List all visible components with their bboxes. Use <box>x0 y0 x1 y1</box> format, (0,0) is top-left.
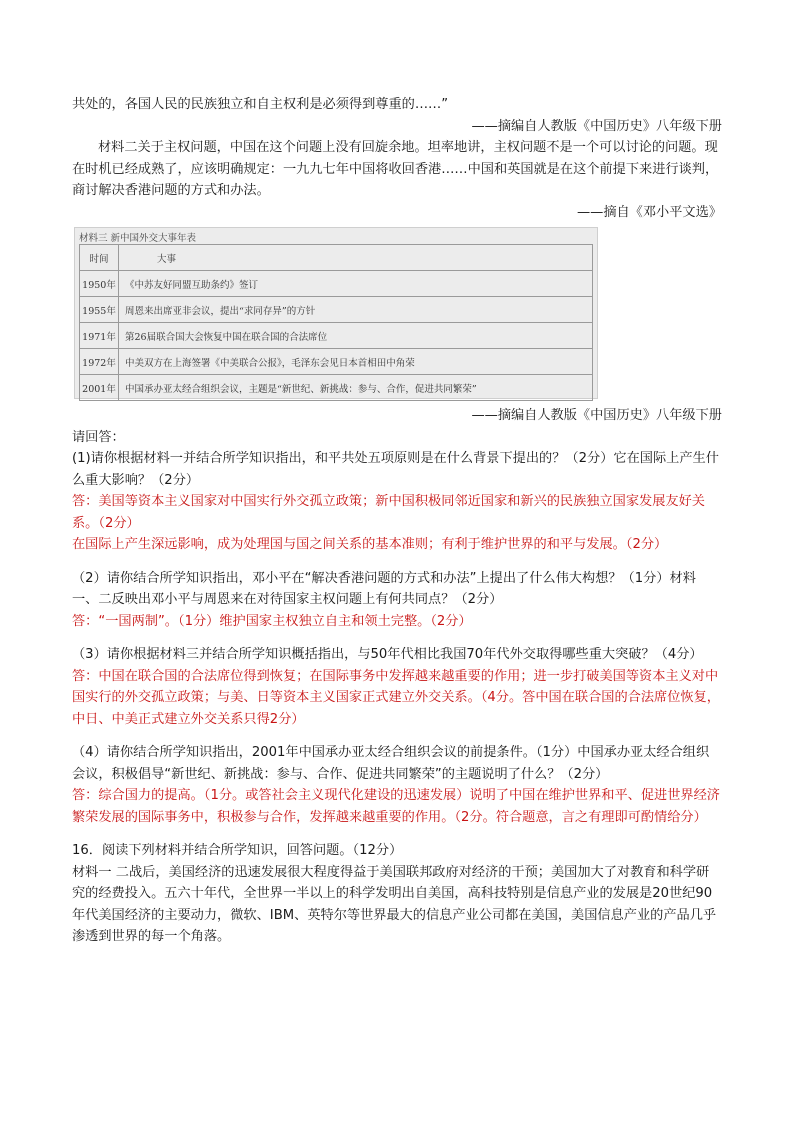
row-year: 1950年 <box>79 271 119 296</box>
row-event: 《中苏友好同盟互助条约》签订 <box>119 271 593 296</box>
row-year: 1972年 <box>79 349 119 374</box>
source-citation-3: ——摘编自人教版《中国历史》八年级下册 <box>471 408 722 423</box>
question-16-heading: 16．阅读下列材料并结合所学知识，回答问题。（12分） <box>72 843 403 858</box>
question-3: （3）请你根据材料三并结合所学知识概括指出，与50年代相比我国70年代外交取得哪些重大突破？（4分） <box>72 647 703 662</box>
answer-1-part-b: 在国际上产生深远影响，成为处理国与国之间关系的基本准则；有利于维护世界的和平与发展。（2分） <box>72 537 668 552</box>
table-caption: 材料三 新中国外交大事年表 <box>79 233 197 244</box>
question-1: (1)请你根据材料一并结合所学知识指出，和平共处五项原则是在什么背景下提出的？（2分）它在国际上产生什么重大影响？（2分） <box>72 451 719 488</box>
question-16-material-one: 材料一 二战后，美国经济的迅速发展很大程度得益于美国联邦政府对经济的干预；美国加大了对教育和科学研究的经费投入。五六十年代，全世界一半以上的科学发明出自美国，高科技特别是信息产业的发展是20世纪90年代美国经济的主要动力，微软、IBM、英特尔等世界最大的信息产业公司都在美国，美国信息产业的产品几乎渗透到世界的每一个角落。 <box>72 864 717 944</box>
exam-page <box>72 94 722 948</box>
table-row <box>79 297 593 323</box>
table-row <box>79 375 593 401</box>
row-year: 1971年 <box>79 323 119 348</box>
row-year: 2001年 <box>79 375 119 400</box>
row-event: 中国承办亚太经合组织会议，主题是“新世纪、新挑战：参与、合作，促进共同繁荣” <box>119 375 593 400</box>
table-row <box>79 323 593 349</box>
table-header-row <box>79 244 593 271</box>
row-event: 中美双方在上海签署《中美联合公报》，毛泽东会见日本首相田中角荣 <box>119 349 593 374</box>
row-event: 第26届联合国大会恢复中国在联合国的合法席位 <box>119 323 593 348</box>
source-citation-1: ——摘编自人教版《中国历史》八年级下册 <box>471 118 722 134</box>
row-year: 1955年 <box>79 297 119 322</box>
table-row <box>79 349 593 375</box>
diplomacy-events-table <box>74 227 598 399</box>
material-two: 材料二关于主权问题，中国在这个问题上没有回旋余地。坦率地讲，主权问题不是一个可以讨论的问题。现在时机已经成熟了，应该明确规定：一九九七年中国将收回香港……中国和英国就是在这个前提下来进行谈判，商讨解决香港问题的方式和办法。 <box>72 140 719 198</box>
header-event: 大事 <box>119 245 593 270</box>
question-4: （4）请你结合所学知识指出，2001年中国承办亚太经合组织会议的前提条件。（1分）中国承办亚太经合组织会议，积极倡导“新世纪、新挑战：参与、合作、促进共同繁荣”的主题说明了什么？（2分） <box>72 745 710 782</box>
answer-4: 答：综合国力的提高。（1分。或答社会主义现代化建设的迅速发展）说明了中国在维护世界和平、促进世界经济繁荣发展的国际事务中，积极参与合作，发挥越来越重要的作用。（2分。符合题意，言之有理即可酌情给分） <box>72 788 720 825</box>
prompt-please-answer: 请回答： <box>72 429 125 445</box>
answer-2: 答：“一国两制”。（1分）维护国家主权独立自主和领土完整。（2分） <box>72 613 472 629</box>
row-event: 周恩来出席亚非会议，提出“求同存异”的方针 <box>119 297 593 322</box>
question-2: （2）请你结合所学知识指出，邓小平在“解决香港问题的方式和办法”上提出了什么伟大构想？（1分）材料一、二反映出邓小平与周恩来在对待国家主权问题上有何共同点？（2分） <box>72 570 696 607</box>
source-citation-2: ——摘自《邓小平文选》 <box>576 204 722 220</box>
table-row <box>79 271 593 297</box>
answer-3: 答：中国在联合国的合法席位得到恢复；在国际事务中发挥越来越重要的作用；进一步打破美国等资本主义对中国实行的外交孤立政策；与美、日等资本主义国家正式建立外交关系。（4分。答中国在联合国的合法席位恢复，中日、中美正式建立外交关系只得2分） <box>72 668 720 727</box>
material-one-end: 共处的，各国人民的民族独立和自主权利是必须得到尊重的……” <box>72 97 449 112</box>
header-time: 时间 <box>79 245 119 270</box>
answer-1-part-a: 答：美国等资本主义国家对中国实行外交孤立政策；新中国积极同邻近国家和新兴的民族独立国家发展友好关系。（2分） <box>72 494 705 531</box>
